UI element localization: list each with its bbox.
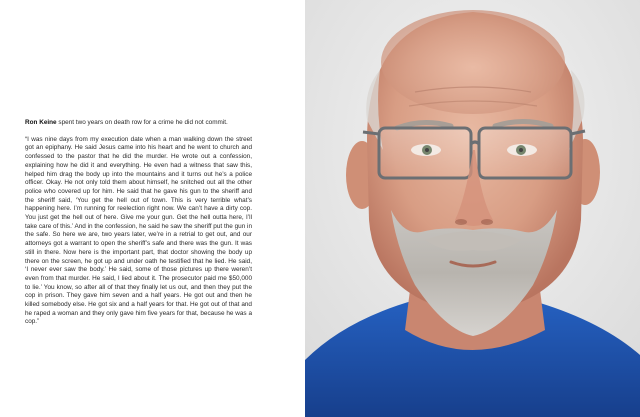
subject-name: Ron Keine (25, 119, 57, 126)
subject-summary: spent two years on death row for a crime he did not commit. (58, 119, 228, 126)
scalp (381, 10, 565, 114)
intro-paragraph (25, 119, 252, 128)
text-column (25, 119, 252, 327)
testimony-quote: “I was nine days from my execution date when a man walking down the street got an epiphany. He said Jesus came into his heart and he went to church and confessed to the pastor that he did the murder. He wrote out a confession, explaining how he did it and everything. He even had a witness that saw this, helped him drag the body up into the mountains and it turns out he’s a police officer. Okay. He not only told them about himself, he snitched out all the other police who covered up for him. He said that he gave his gun to the sheriff and the sheriff said, ‘You get the hell out of town. This is very terrible what’s happening here. I’m running for reelection right now. We can’t have a dirty cop. You just get the hell out of here. Give me your gun. Get the hell outta here, I’ll take care of this.’ And in the confession, he said he saw the sheriff put the gun in the safe. So here we are, two years later, we’re in a retrial to get out, and our attorneys got a warrant to open the sheriff’s safe and there was the gun. It was still in there. Now here is the important part, that doctor showing the body up there on the screen, he got up and under oath he testified that he lied. He said, ‘I never ever saw the body.’ He said, some of those pictures up there weren’t even from that murder. He said, I lied about it. The prosecutor paid me $50,000 to lie.’ You know, so after all of that they finally let us out, and then they put the cop in prison. They gave him seven and a half years. He got out and then he killed somebody else. He got six and a half years for that. He got out of that and he raped a woman and they only gave him five years for that, because he was a cop.” (25, 135, 253, 326)
portrait-photo (305, 0, 640, 417)
text-page (0, 0, 305, 417)
